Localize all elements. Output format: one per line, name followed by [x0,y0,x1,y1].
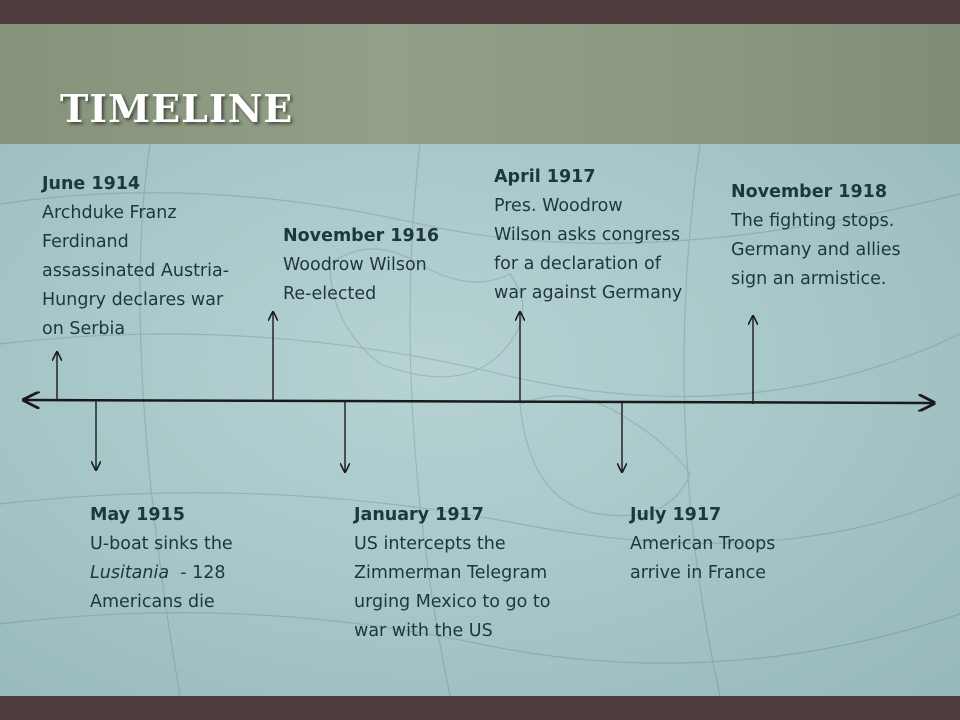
event-line: Ferdinand [42,232,129,252]
event-line: Zimmerman Telegram [354,563,548,583]
event-line: on Serbia [42,319,126,339]
event-line: for a declaration of [494,254,661,274]
event-line: The fighting stops. [731,211,895,231]
event-line: Re-elected [283,284,377,304]
event-line: Woodrow Wilson [283,255,427,275]
event-line: Wilson asks congress [494,225,681,245]
event-line: Hungry declares war [42,290,224,310]
event-line: US intercepts the [354,534,506,554]
event-line: arrive in France [630,563,767,583]
event-date: November 1918 [731,182,888,202]
event-date: April 1917 [494,167,596,187]
event-april-1917 [494,163,724,308]
event-date: November 1916 [283,226,440,246]
event-line-lusitania: Lusitania - 128 [90,563,226,583]
event-date: July 1917 [630,505,722,525]
slide-title: TIMELINE [60,86,294,131]
event-date: May 1915 [90,505,185,525]
event-november-1918 [731,178,951,294]
event-june-1914 [42,170,257,344]
event-line: war with the US [354,621,493,641]
event-date: June 1914 [42,174,141,194]
event-july-1917 [630,501,830,588]
event-may-1915 [90,501,290,617]
ship-name: Lusitania [90,563,170,583]
event-date: January 1917 [354,505,484,525]
timeline-axis [24,400,934,403]
event-line: Archduke Franz [42,203,177,223]
event-line: assassinated Austria- [42,261,230,281]
event-line: Americans die [90,592,215,612]
event-november-1916 [283,222,483,309]
event-line: American Troops [630,534,776,554]
event-line: urging Mexico to go to [354,592,551,612]
event-january-1917 [354,501,594,646]
event-line: U-boat sinks the [90,534,233,554]
event-line: sign an armistice. [731,269,887,289]
event-line: Germany and allies [731,240,901,260]
event-line: war against Germany [494,283,683,303]
event-line: Pres. Woodrow [494,196,623,216]
